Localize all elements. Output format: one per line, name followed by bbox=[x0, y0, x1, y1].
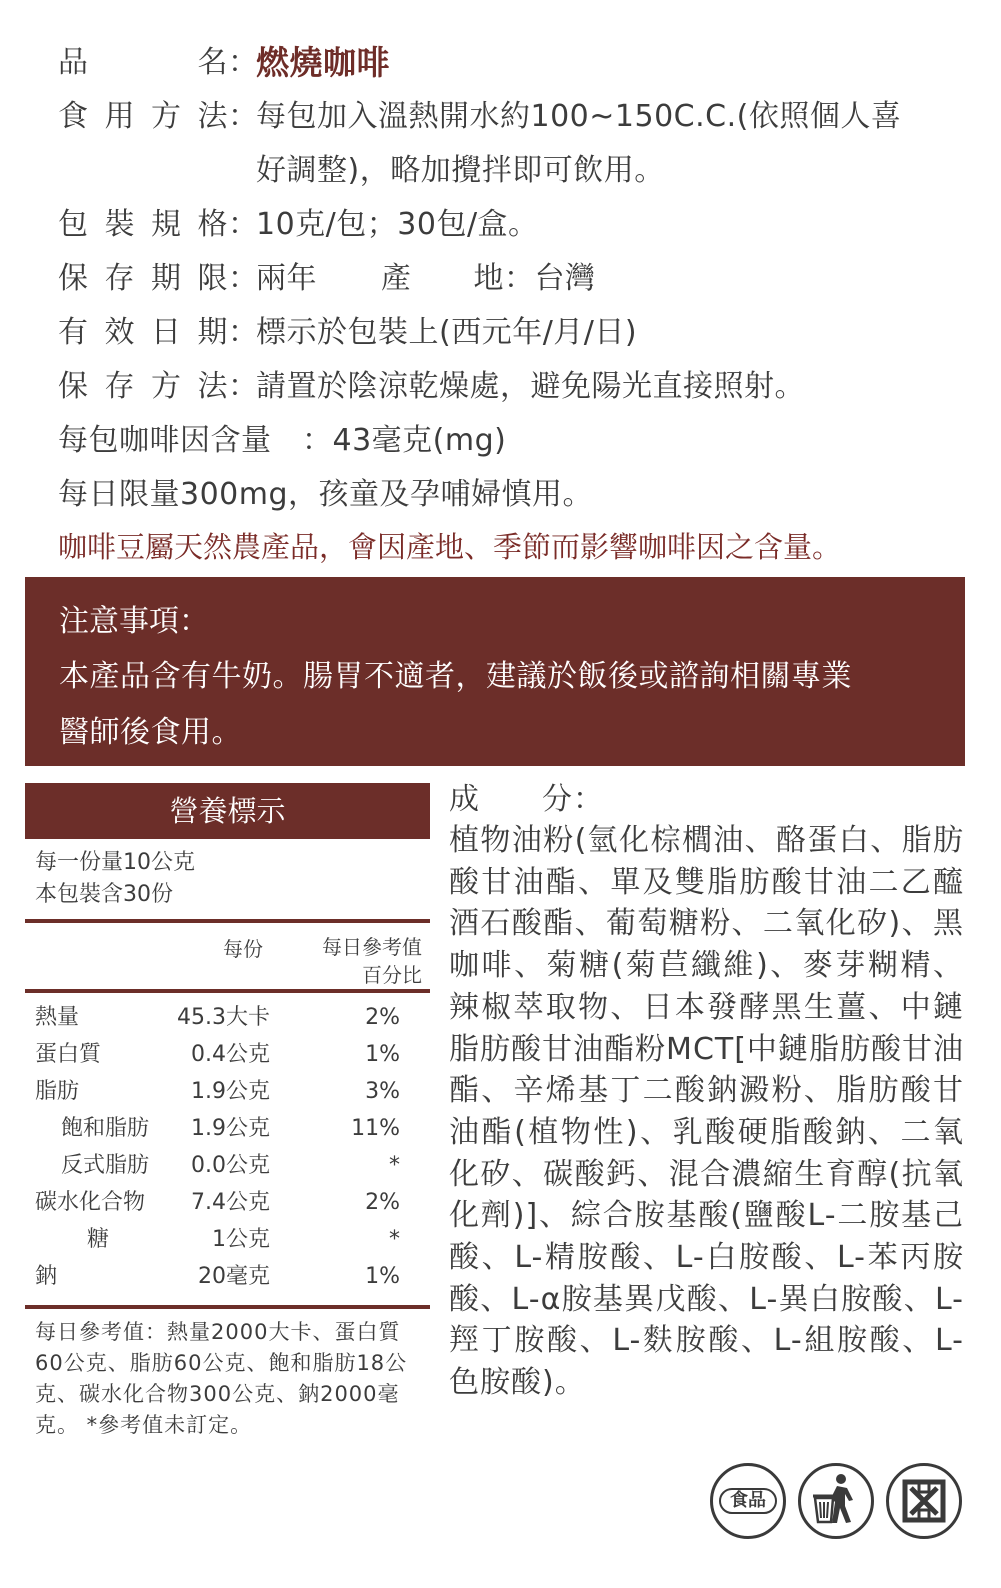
spec-label: 包裝規格 bbox=[58, 207, 228, 242]
nutrition-facts bbox=[25, 783, 430, 1441]
nutrient-percent: 2% bbox=[365, 1005, 400, 1030]
nutrient-name: 碳水化合物 bbox=[35, 1190, 146, 1215]
expiry-value: 標示於包裝上(西元年/月/日) bbox=[256, 315, 638, 350]
usage-label: 食用方法 bbox=[58, 99, 228, 134]
spec-value: 10克/包；30包/盒。 bbox=[256, 207, 539, 242]
ingredients-title-1: 成 bbox=[449, 782, 480, 817]
storage-label: 保存方法 bbox=[58, 369, 228, 404]
nutrient-percent: * bbox=[389, 1227, 400, 1252]
colon: ： bbox=[228, 99, 259, 134]
storage-row bbox=[58, 360, 958, 414]
nutrition-title: 營養標示 bbox=[25, 783, 430, 839]
usage-value-line-2: 好調整)，略加攪拌即可飲用。 bbox=[256, 153, 665, 188]
notice-title: 注意事項： bbox=[59, 604, 209, 639]
usage-value bbox=[256, 90, 958, 198]
expiry-row bbox=[58, 306, 958, 360]
nutrient-percent: 3% bbox=[365, 1079, 400, 1104]
nutrient-percent: 1% bbox=[365, 1264, 400, 1289]
nutrient-name: 脂肪 bbox=[35, 1079, 80, 1104]
product-name-row bbox=[58, 36, 958, 90]
colon: ： bbox=[228, 369, 259, 404]
nutrition-row bbox=[25, 1221, 430, 1258]
nutrient-name: 糖 bbox=[87, 1227, 110, 1252]
nutrient-name: 熱量 bbox=[35, 1005, 80, 1030]
product-name-value: 燃燒咖啡 bbox=[256, 43, 390, 82]
notice-line-1: 本產品含有牛奶。腸胃不適者，建議於飯後或諮詢相關專業 bbox=[59, 659, 852, 694]
per-serving-header: 每份 bbox=[223, 937, 263, 961]
nutrient-percent: 1% bbox=[365, 1042, 400, 1067]
recycle-bin-icon bbox=[798, 1463, 874, 1539]
colon: ： bbox=[228, 261, 259, 296]
usage-value-line-1: 每包加入溫熱開水約100~150C.C.(依照個人喜 bbox=[256, 99, 902, 134]
colon: ： bbox=[228, 207, 259, 242]
storage-value: 請置於陰涼乾燥處，避免陽光直接照射。 bbox=[256, 369, 805, 404]
caffeine-row bbox=[58, 414, 958, 468]
nutrition-row bbox=[25, 999, 430, 1036]
origin-label-2: 地 bbox=[473, 261, 504, 296]
colon: ： bbox=[228, 45, 259, 80]
nutrient-percent: 11% bbox=[351, 1116, 400, 1141]
caffeine-warning: 咖啡豆屬天然農產品，會因產地、季節而影響咖啡因之含量。 bbox=[58, 530, 842, 564]
servings-per-package: 本包裝含30份 bbox=[35, 882, 173, 907]
nutrient-value: 20毫克 bbox=[198, 1264, 270, 1289]
daily-value-header-2: 百分比 bbox=[362, 963, 422, 987]
serving-info bbox=[25, 839, 430, 911]
ingredients-title bbox=[449, 780, 964, 820]
recycling-symbol-glyph bbox=[889, 1466, 959, 1536]
notice-box bbox=[25, 577, 965, 766]
daily-value-header-1: 每日參考值 bbox=[322, 935, 422, 959]
nutrient-value: 1.9公克 bbox=[191, 1079, 270, 1104]
nutrition-row bbox=[25, 1036, 430, 1073]
shelf-life-label: 保存期限 bbox=[58, 261, 228, 296]
product-name-label: 品 名 bbox=[58, 45, 228, 80]
notice-text bbox=[59, 649, 931, 761]
nutrient-value: 0.4公克 bbox=[191, 1042, 270, 1067]
nutrient-value: 45.3大卡 bbox=[177, 1005, 270, 1030]
nutrient-value: 7.4公克 bbox=[191, 1190, 270, 1215]
nutrient-name: 飽和脂肪 bbox=[61, 1116, 150, 1141]
shelf-origin-value bbox=[256, 252, 958, 306]
expiry-label: 有效日期 bbox=[58, 315, 228, 350]
nutrient-value: 0.0公克 bbox=[191, 1153, 270, 1178]
spec-row bbox=[58, 198, 958, 252]
nutrition-table bbox=[25, 993, 430, 1305]
nutrient-name: 反式脂肪 bbox=[61, 1153, 150, 1178]
usage-row bbox=[58, 90, 958, 198]
caffeine-line: 每包咖啡因含量 ：43毫克(mg) bbox=[58, 423, 507, 458]
recycle-bin-glyph bbox=[801, 1466, 871, 1536]
nutrient-value: 1公克 bbox=[212, 1227, 270, 1252]
nutrition-row bbox=[25, 1147, 430, 1184]
shelf-life-value: 兩年 bbox=[256, 261, 317, 296]
nutrient-percent: * bbox=[389, 1153, 400, 1178]
nutrition-column-header bbox=[25, 923, 430, 989]
nutrition-row bbox=[25, 1110, 430, 1147]
origin-label-1: 產 bbox=[381, 261, 412, 296]
daily-value-header bbox=[322, 933, 422, 989]
product-info bbox=[58, 36, 958, 572]
origin-value: 台灣 bbox=[534, 261, 596, 296]
limit-row bbox=[58, 468, 958, 522]
food-mark-icon bbox=[710, 1463, 786, 1539]
nutrient-percent: 2% bbox=[365, 1190, 400, 1215]
serving-size: 每一份量10公克 bbox=[35, 850, 195, 875]
notice-line-2: 醫師後食用。 bbox=[59, 715, 242, 750]
nutrition-row bbox=[25, 1073, 430, 1110]
recycling-symbol-icon bbox=[886, 1463, 962, 1539]
ingredients bbox=[449, 780, 964, 1404]
nutrient-name: 鈉 bbox=[35, 1264, 58, 1289]
ingredients-list: 植物油粉(氫化棕櫚油、酪蛋白、脂肪酸甘油酯、單及雙脂肪酸甘油二乙醯酒石酸酯、葡萄糖粉、二氧化矽)、黑咖啡、菊糖(菊苣纖維)、麥芽糊精、辣椒萃取物、日本發酵黑生薑、中鏈脂肪酸甘油酯粉MCT[中鏈脂肪酸甘油酯、辛烯基丁二酸鈉澱粉、脂肪酸甘油酯(植物性)、乳酸硬脂酸鈉、二氧化矽、碳酸鈣、混合濃縮生育醇(抗氧化劑)]、綜合胺基酸(鹽酸L-二胺基己酸、L-精胺酸、L-白胺酸、L-苯丙胺酸、L-α胺基異戊酸、L-異白胺酸、L-羥丁胺酸、L-麩胺酸、L-組胺酸、L-色胺酸)。 bbox=[449, 823, 964, 1401]
nutrition-row bbox=[25, 1258, 430, 1295]
daily-limit-line: 每日限量300mg，孩童及孕哺婦慎用。 bbox=[58, 477, 594, 512]
food-mark-label: 食品 bbox=[719, 1488, 777, 1514]
shelf-origin-row bbox=[58, 252, 958, 306]
nutrient-name: 蛋白質 bbox=[35, 1042, 102, 1067]
daily-value-footnote: 每日參考值：熱量2000大卡、蛋白質60公克、脂肪60公克、飽和脂肪18公克、碳水化合物300公克、鈉2000毫克。 *參考值未訂定。 bbox=[35, 1320, 408, 1437]
nutrition-row bbox=[25, 1184, 430, 1221]
colon: ： bbox=[228, 315, 259, 350]
nutrient-value: 1.9公克 bbox=[191, 1116, 270, 1141]
ingredients-title-2: 分： bbox=[542, 782, 604, 817]
colon: ： bbox=[504, 261, 535, 296]
